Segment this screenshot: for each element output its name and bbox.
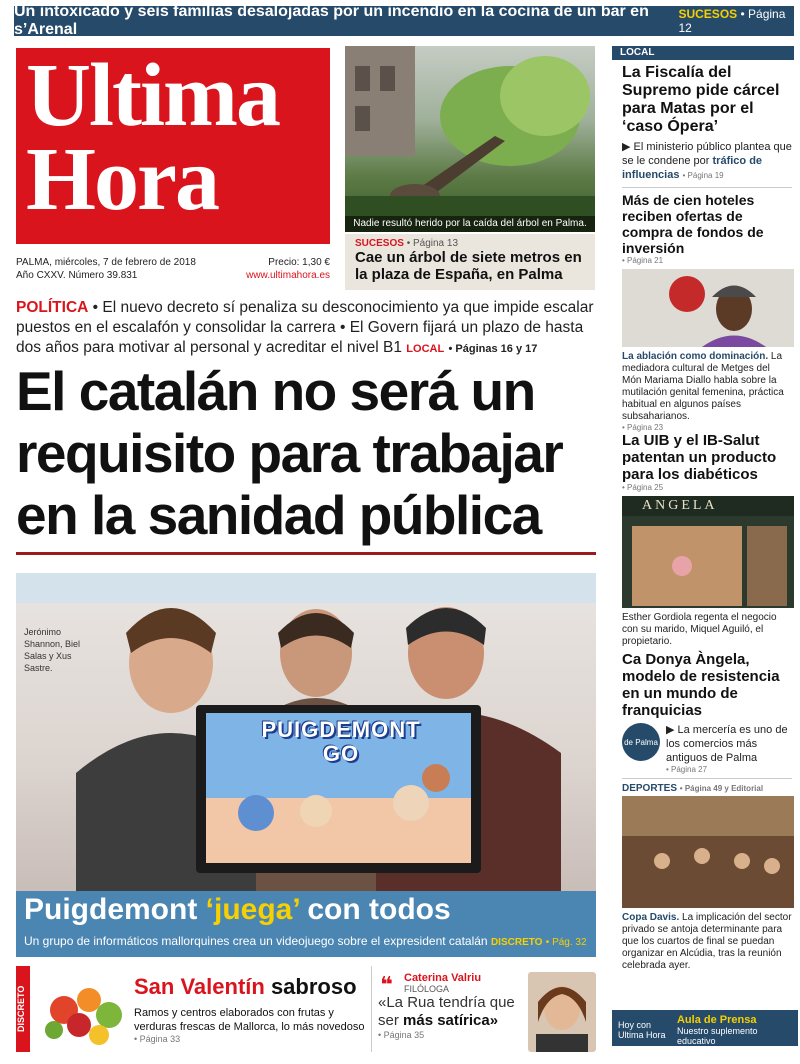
angela-shop-photo[interactable]: [622, 496, 794, 608]
city-date: PALMA, miércoles, 7 de febrero de 2018: [16, 257, 196, 268]
fallen-tree-illustration: [345, 46, 595, 232]
aula-title: Aula de Prensa: [676, 1014, 757, 1026]
masthead-info: [16, 256, 330, 282]
lede-text-2: • El Govern fijará un plazo de hasta dos años para motivar al personal y acreditar el nivel B1: [16, 319, 584, 356]
tree-headline: Cae un árbol de siete metros en la plaza de España, en Palma: [355, 249, 582, 283]
valentin-story[interactable]: [134, 974, 374, 1044]
puig-title-a: Puigdemont: [24, 893, 206, 926]
fallen-tree-photo[interactable]: [345, 46, 595, 232]
top-news-bar[interactable]: [14, 3, 794, 38]
lede-text-1: • El nuevo decreto sí penaliza su desconocimiento ya que impide escalar puestos en el escalafón y consolidar la carrera: [16, 299, 594, 336]
divider: [371, 966, 372, 1052]
angela-headline[interactable]: Ca Donya Àngela, modelo de resistencia en un mundo de franquicias: [622, 651, 780, 719]
lede-section: POLÍTICA: [16, 299, 89, 316]
main-headline[interactable]: El catalán no será un requisito para trabajar en la sanidad pública: [16, 360, 563, 546]
deportes-tab[interactable]: DEPORTES • Página 49 y Editorial: [622, 783, 764, 794]
puig-title-b: ‘juega’: [205, 893, 300, 926]
fruit-bouquet-illustration: [34, 970, 134, 1050]
puig-page: • Pág. 32: [545, 937, 587, 948]
copa-davis-photo[interactable]: [622, 796, 794, 908]
ablacion-photo[interactable]: [622, 269, 794, 347]
logo-line-2: Hora: [26, 130, 218, 229]
tree-caption: Nadie resultó herido por la caída del árbol en Palma.: [345, 216, 595, 232]
shop-sign: ANGELA: [642, 498, 718, 513]
merceria-text: ▶ La mercería es uno de los comercios más antiguos de Palma: [666, 724, 788, 764]
fiscalia-text: ▶ El ministerio público plantea que se le condene por tráfico de influencias • Página 19: [622, 141, 792, 181]
photo-names: Jerónimo Shannon, Biel Salas y Xus Sastre.: [24, 627, 81, 673]
aula-de-prensa-banner[interactable]: [612, 1010, 798, 1046]
esther-text: Esther Gordiola regenta el negocio con su marido, Miquel Aguiló, el propietario.: [622, 612, 777, 647]
uib-headline[interactable]: La UIB y el IB-Salut patentan un producto para los diabéticos: [622, 432, 777, 483]
masthead-logo[interactable]: [16, 48, 330, 244]
issue-number: Año CXXV. Número 39.831: [16, 270, 138, 281]
logo-line-1: Ultima: [26, 46, 279, 145]
website-link[interactable]: www.ultimahora.es: [246, 270, 330, 281]
valriu-quote[interactable]: [378, 972, 528, 1040]
headline-divider: [16, 552, 596, 555]
quote-role: FILÓLOGA: [404, 984, 450, 994]
ablacion-text: La ablación como dominación. La mediadora cultural de Metges del Món Mariama Diallo habla sobre la mutilación genital femenina, práctica habitual en algunos países subsaharianos.: [622, 351, 784, 422]
lede-pages: • Páginas 16 y 17: [448, 343, 538, 355]
price: Precio: 1,30 €: [268, 257, 330, 268]
local-tab[interactable]: LOCAL: [612, 46, 794, 60]
tree-section: SUCESOS • Página 13: [355, 238, 459, 249]
merceria-page: • Página 27: [666, 765, 708, 774]
quote-name: Caterina Valriu: [404, 972, 482, 984]
uib-page: • Página 25: [622, 483, 664, 492]
quote-page: • Página 35: [378, 1030, 425, 1040]
fiscalia-headline[interactable]: La Fiscalía del Supremo pide cárcel para Matas por el ‘caso Ópera’: [622, 64, 780, 135]
main-photo[interactable]: [16, 573, 596, 891]
lede-tag: LOCAL: [406, 343, 445, 355]
game-title: PUIGDEMONT GO: [261, 717, 421, 766]
hoteles-headline[interactable]: Más de cien hoteles reciben ofertas de compra de fondos de inversión: [622, 192, 764, 256]
top-bar-section: SUCESOS • Página 12: [678, 7, 786, 35]
top-bar-text: Un intoxicado y seis familias desalojadas por un incendio en la cocina de un bar en s’Arenal: [14, 3, 649, 38]
lede-text: [16, 298, 596, 359]
de-palma-badge: de Palma: [622, 723, 660, 761]
valentin-headline: San Valentín sabroso: [134, 974, 357, 999]
ablacion-page: • Página 23: [622, 423, 664, 432]
hoteles-page: • Página 21: [622, 256, 664, 265]
puig-sub-text: Un grupo de informáticos mallorquines crea un videojuego sobre el expresident catalán: [24, 934, 488, 948]
merceria-row: [622, 723, 792, 774]
fruit-bouquet-image[interactable]: [34, 970, 134, 1050]
puigdemont-title[interactable]: [16, 891, 596, 929]
discreto-tab: DISCRETO: [16, 966, 30, 1052]
aula-subtitle: Nuestro suplemento educativo: [676, 1026, 758, 1046]
quote-text: «La Rua tendría que ser más satírica»: [378, 994, 515, 1029]
valentin-text: Ramos y centros elaborados con frutas y verduras frescas de Mallorca, lo más novedoso: [134, 1007, 365, 1033]
puig-tag: DISCRETO: [490, 937, 543, 948]
puigdemont-subtitle: [16, 929, 596, 957]
sidebar: [612, 46, 798, 972]
puig-title-c: con todos: [299, 893, 451, 926]
bottom-row: [16, 966, 596, 1056]
quote-mark-icon: ❝: [380, 972, 393, 997]
hoy-con-ultima-hora: Hoy con Ultima Hora: [618, 1020, 666, 1040]
valriu-portrait: [528, 972, 596, 1052]
tree-story[interactable]: [345, 234, 595, 290]
valentin-page: • Página 33: [134, 1034, 181, 1044]
copa-davis-text: Copa Davis. La implicación del sector privado se antoja determinante para que los cuartos de final se puedan organizar en Alcúdia, tras la reunión celebrada ayer.: [622, 912, 792, 971]
